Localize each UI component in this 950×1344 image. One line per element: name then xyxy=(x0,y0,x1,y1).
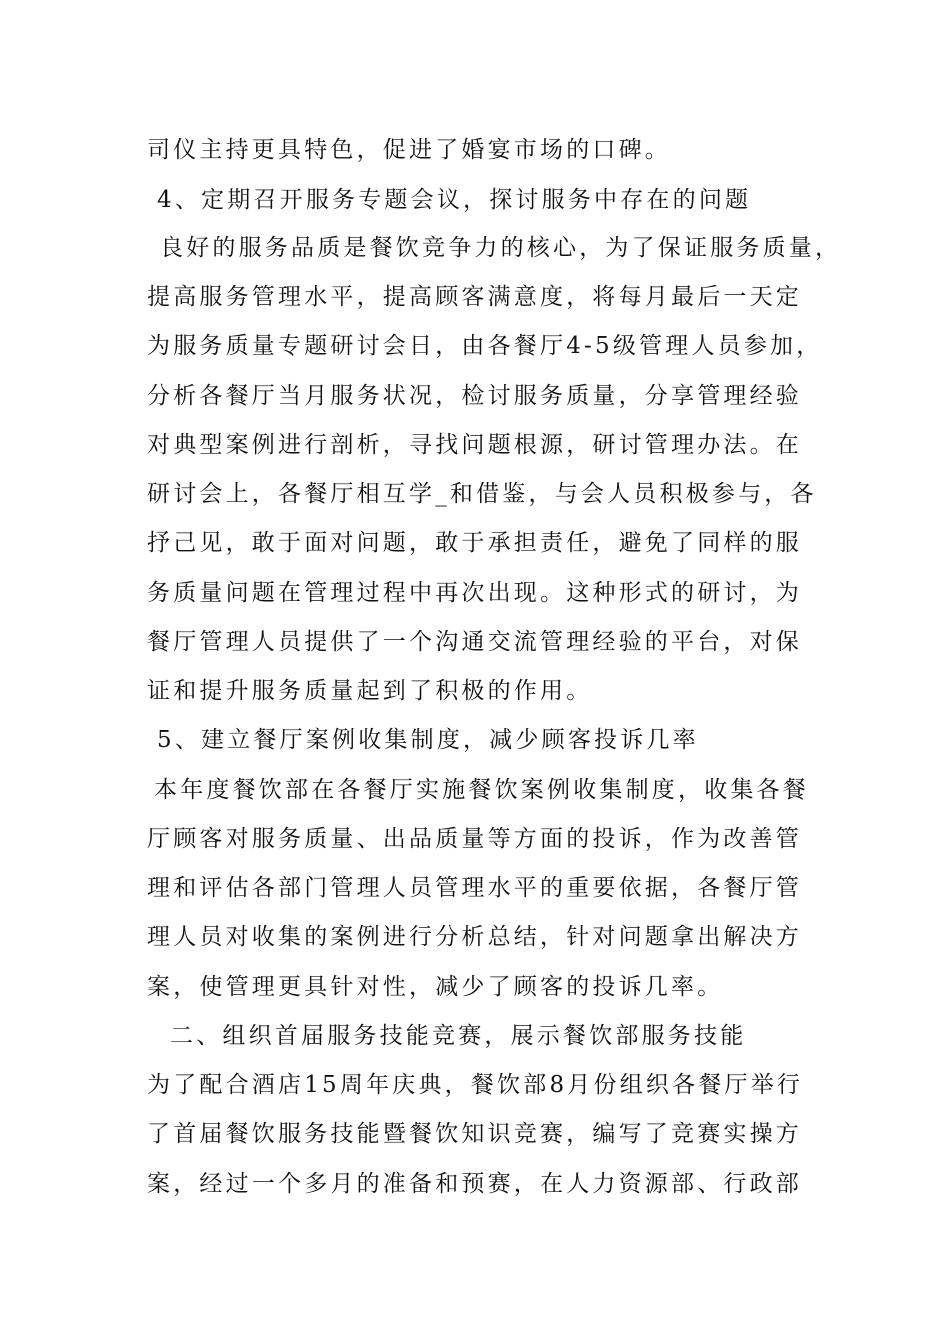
text-line: 分析各餐厅当月服务状况，检讨服务质量，分享管理经验 xyxy=(147,383,802,409)
text-line: 务质量问题在管理过程中再次出现。这种形式的研讨，为 xyxy=(147,580,802,606)
text-line: 餐厅管理人员提供了一个沟通交流管理经验的平台，对保 xyxy=(147,629,802,655)
text-line: 证和提升服务质量起到了积极的作用。 xyxy=(147,678,593,704)
text-line: 良好的服务品质是餐饮竞争力的核心，为了保证服务质量， xyxy=(160,235,842,261)
text-line: 为服务质量专题研讨会日，由各餐厅4-5级管理人员参加， xyxy=(147,333,823,359)
text-line: 本年度餐饮部在各餐厅实施餐饮案例收集制度，收集各餐 xyxy=(154,777,809,803)
text-line: 案，经过一个多月的准备和预赛，在人力资源部、行政部 xyxy=(147,1171,802,1197)
text-line: 厅顾客对服务质量、出品质量等方面的投诉，作为改善管 xyxy=(147,826,802,852)
text-line: 了首届餐饮服务技能暨餐饮知识竞赛，编写了竞赛实操方 xyxy=(147,1121,802,1147)
section-heading: 二、组织首届服务技能竞赛，展示餐饮部服务技能 xyxy=(170,1023,747,1049)
text-line: 研讨会上，各餐厅相互学_和借鉴，与会人员积极参与，各 xyxy=(147,481,817,507)
text-line: 提高服务管理水平，提高顾客满意度，将每月最后一天定 xyxy=(147,284,802,310)
text-line: 抒己见，敢于面对问题，敢于承担责任，避免了同样的服 xyxy=(147,530,802,556)
text-line: 对典型案例进行剖析，寻找问题根源，研讨管理办法。在 xyxy=(147,432,802,458)
section-heading: 4、定期召开服务专题会议，探讨服务中存在的问题 xyxy=(157,187,752,213)
section-heading: 5、建立餐厅案例收集制度，减少顾客投诉几率 xyxy=(157,727,699,753)
text-line: 案，使管理更具针对性，减少了顾客的投诉几率。 xyxy=(147,974,724,1000)
text-line: 理和评估各部门管理人员管理水平的重要依据，各餐厅管 xyxy=(147,875,802,901)
text-line: 为了配合酒店15周年庆典，餐饮部8月份组织各餐厅举行 xyxy=(147,1072,804,1098)
text-line: 理人员对收集的案例进行分析总结，针对问题拿出解决方 xyxy=(147,924,802,950)
text-line: 司仪主持更具特色，促进了婚宴市场的口碑。 xyxy=(147,137,671,163)
